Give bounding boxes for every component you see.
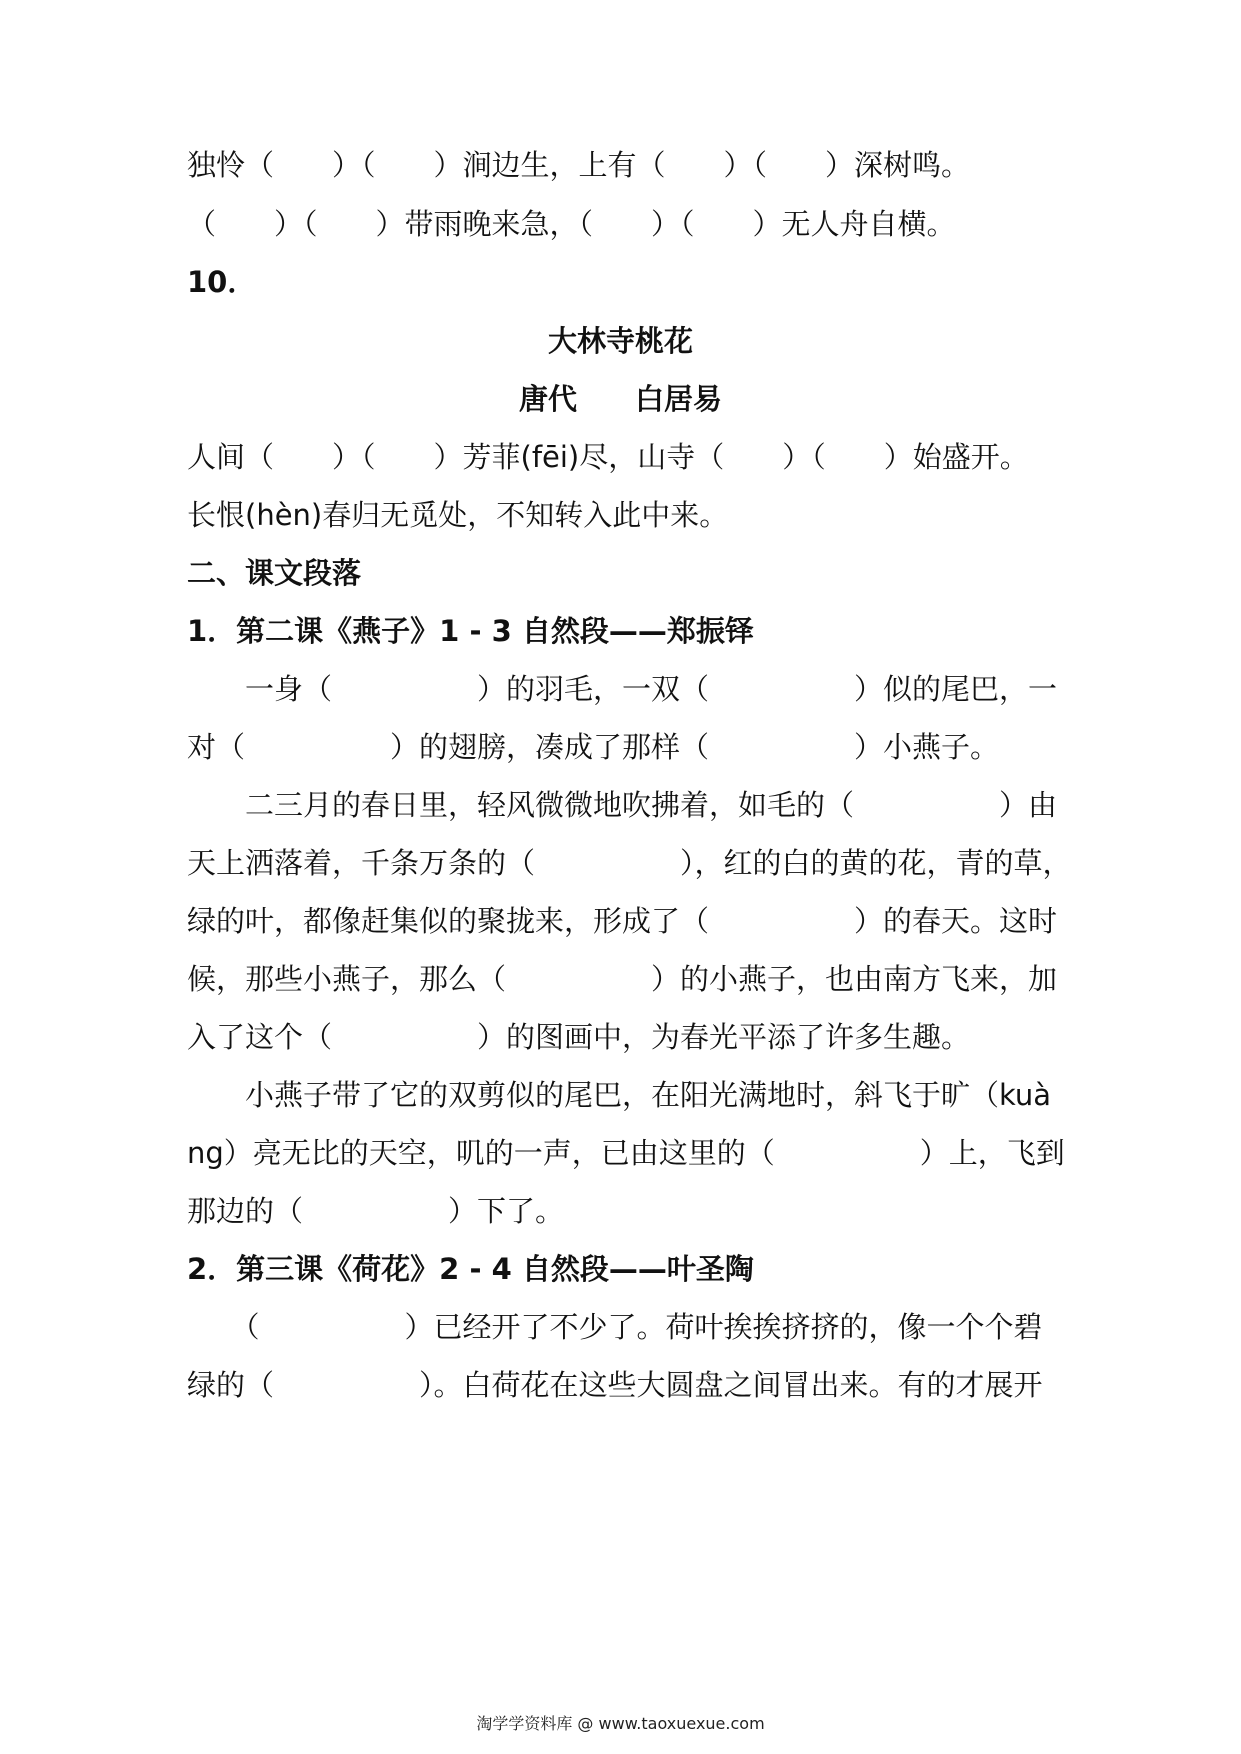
section-heading: 二、课文段落 — [187, 556, 362, 590]
passage-line: 二三月的春日里，轻风微微地吹拂着，如毛的（ ）由 — [187, 788, 1058, 822]
passage-line: 天上洒落着，千条万条的（ ），红的白的黄的花，青的草， — [187, 846, 1072, 880]
passage-line: （ ）已经开了不少了。荷叶挨挨挤挤的，像一个个碧 — [187, 1310, 1043, 1344]
passage-line: 一身（ ）的羽毛，一双（ ）似的尾巴，一 — [187, 672, 1058, 706]
poem-line: 独怜（ ）（ ）涧边生，上有（ ）（ ）深树鸣。 — [187, 148, 971, 182]
passage-line: 入了这个（ ）的图画中，为春光平添了许多生趣。 — [187, 1020, 971, 1054]
footer-watermark: 淘学学资料库 @ www.taoxuexue.com — [476, 1714, 765, 1733]
passage-line: 对（ ）的翅膀，凑成了那样（ ）小燕子。 — [187, 730, 1000, 764]
passage-line: 那边的（ ）下了。 — [187, 1194, 565, 1228]
passage-line: 绿的叶，都像赶集似的聚拢来，形成了（ ）的春天。这时 — [187, 904, 1058, 938]
question-number: 10． — [187, 265, 257, 299]
question-heading: 2．第三课《荷花》2 - 4 自然段——叶圣陶 — [187, 1252, 754, 1286]
passage-line: 小燕子带了它的双剪似的尾巴，在阳光满地时，斜飞于旷（kuà — [187, 1078, 1052, 1112]
passage-line: 候，那些小燕子，那么（ ）的小燕子，也由南方飞来，加 — [187, 962, 1058, 996]
poem-author: 唐代 白居易 — [518, 382, 722, 416]
poem-line: （ ）（ ）带雨晚来急，（ ）（ ）无人舟自横。 — [187, 207, 956, 241]
poem-line: 长恨(hèn)春归无觅处，不知转入此中来。 — [187, 498, 729, 532]
passage-line: 绿的（ ）。白荷花在这些大圆盘之间冒出来。有的才展开 — [187, 1368, 1043, 1402]
poem-line: 人间（ ）（ ）芳菲(fēi)尽，山寺（ ）（ ）始盛开。 — [187, 440, 1029, 474]
passage-line: ng）亮无比的天空，叽的一声，已由这里的（ ）上，飞到 — [187, 1136, 1065, 1170]
poem-title: 大林寺桃花 — [547, 324, 693, 358]
question-heading: 1．第二课《燕子》1 - 3 自然段——郑振铎 — [187, 614, 754, 648]
